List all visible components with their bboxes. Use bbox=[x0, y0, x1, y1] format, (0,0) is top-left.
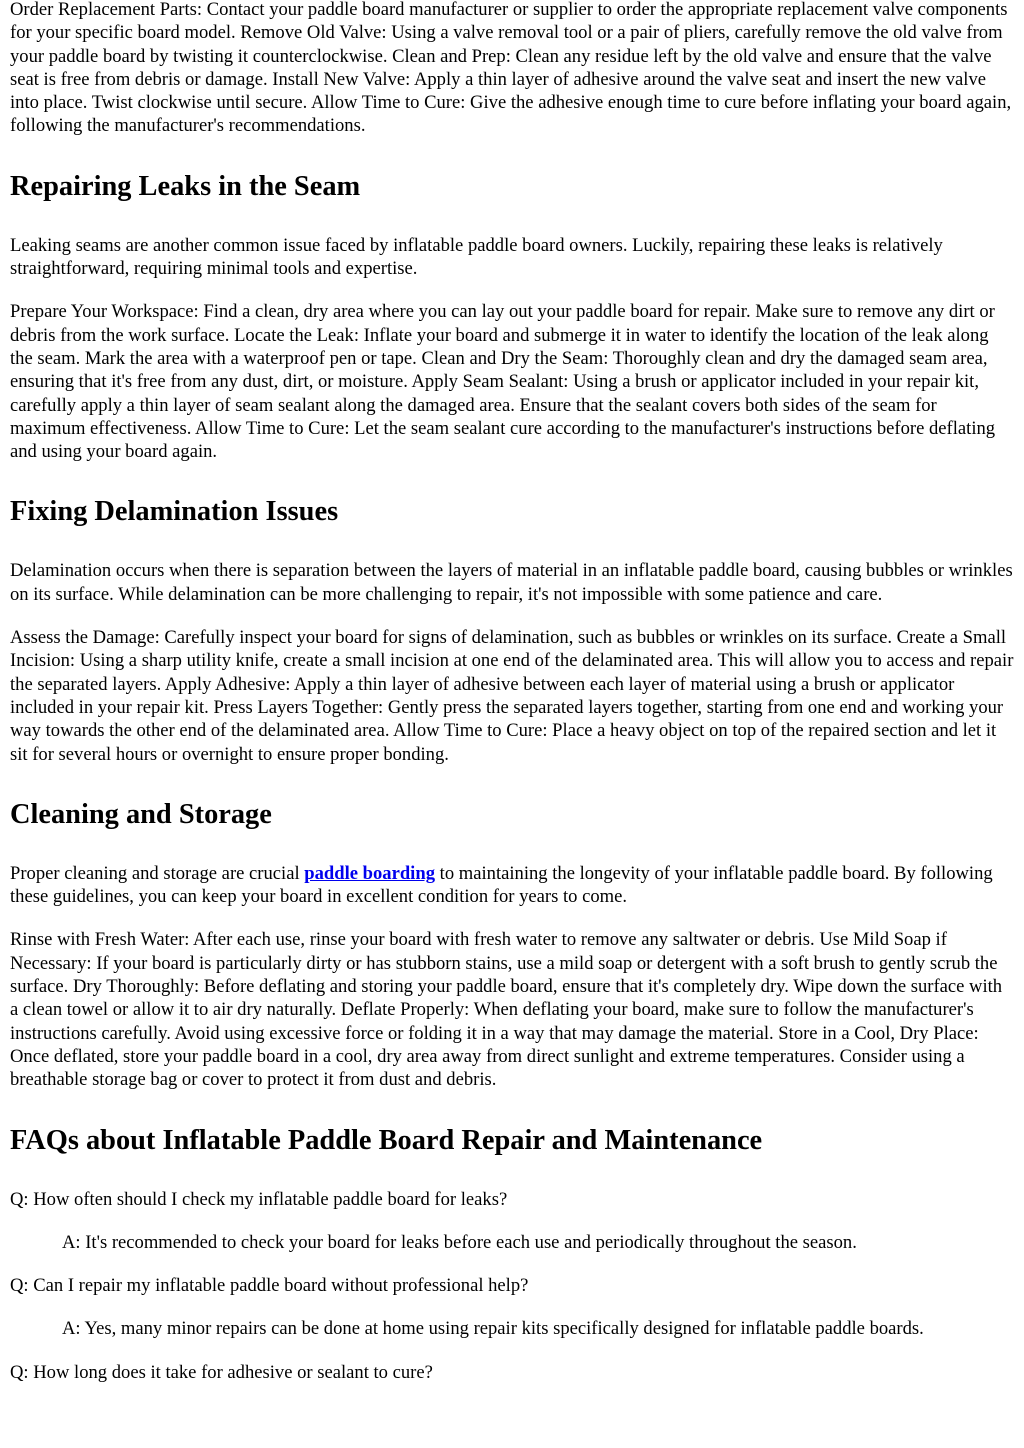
seam-section-heading: Repairing Leaks in the Seam bbox=[10, 170, 361, 202]
delamination-steps-paragraph: Assess the Damage: Carefully inspect your board for signs of delamination, such as bubbles or wrinkles on its surface. Create a Small Incision: Using a sharp utility knife, create a small incision at one end of the delaminated area. This will allow you to access and repair the separated layers. Apply Adhesive: Apply a thin layer of adhesive between each layer of material using a brush or applicator included in your repair kit. Press Layers Together: Gently press the separated layers together, starting from one end and working your way towards the other end of the delaminated area. Allow Time to Cure: Place a heavy object on top of the repaired section and let it sit for several hours or overnight to ensure proper bonding. bbox=[10, 627, 1014, 765]
paddle-boarding-link[interactable]: paddle boarding bbox=[304, 862, 435, 884]
seam-intro-paragraph: Leaking seams are another common issue faced by inflatable paddle board owners. Luckily, repairing these leaks is relatively straightforward, requiring minimal tools and expertise. bbox=[10, 234, 943, 280]
cleaning-section-heading: Cleaning and Storage bbox=[10, 798, 272, 830]
seam-steps-paragraph: Prepare Your Workspace: Find a clean, dry area where you can lay out your paddle board for repair. Make sure to remove any dirt or debris from the work surface. Locate the Leak: Inflate your board and submerge it in water to identify the location of the leak along the seam. Mark the area with a waterproof pen or tape. Clean and Dry the Seam: Thoroughly clean and dry the damaged seam area, ensuring that it's free from any dust, dirt, or moisture. Apply Seam Sealant: Using a brush or applicator included in your repair kit, carefully apply a thin layer of seam sealant along the damaged area. Ensure that the sealant covers both sides of the seam for maximum effectiveness. Allow Time to Cure: Let the seam sealant cure according to the manufacturer's instructions before deflating and using your board again. bbox=[10, 301, 996, 463]
faq-answer: A: Yes, many minor repairs can be done at home using repair kits specifically designed for inflatable paddle boards. bbox=[62, 1318, 924, 1340]
cleaning-intro-paragraph bbox=[10, 862, 1014, 909]
cleaning-intro-text-after: to maintaining the longevity of your inflatable paddle board. By following these guidelines, you can keep your board in excellent condition for years to come. bbox=[10, 862, 993, 908]
faq-question: Q: Can I repair my inflatable paddle board without professional help? bbox=[10, 1275, 529, 1297]
delamination-intro-paragraph: Delamination occurs when there is separation between the layers of material in an inflatable paddle board, causing bubbles or wrinkles on its surface. While delamination can be more challenging to repair, it's not impossible with some patience and care. bbox=[10, 560, 1013, 605]
cleaning-intro-text-before: Proper cleaning and storage are crucial bbox=[10, 862, 305, 884]
cleaning-steps-paragraph: Rinse with Fresh Water: After each use, rinse your board with fresh water to remove any saltwater or debris. Use Mild Soap if Necessary: If your board is particularly dirty or has stubborn stains, use a mild soap or detergent with a soft brush to gently scrub the surface. Dry Thoroughly: Before deflating and storing your paddle board, ensure that it's completely dry. Wipe down the surface with a clean towel or allow it to air dry naturally. Deflate Properly: When deflating your board, make sure to follow the manufacturer's instructions carefully. Avoid using excessive force or folding it in a way that may damage the material. Store in a Cool, Dry Place: Once deflated, store your paddle board in a cool, dry area away from direct sunlight and extreme temperatures. Consider using a breathable storage bag or cover to protect it from dust and debris. bbox=[10, 929, 1003, 1091]
faq-question: Q: How long does it take for adhesive or sealant to cure? bbox=[10, 1361, 433, 1383]
faq-question: Q: How often should I check my inflatable paddle board for leaks? bbox=[10, 1188, 508, 1210]
faq-answer: A: It's recommended to check your board for leaks before each use and periodically throughout the season. bbox=[62, 1231, 857, 1253]
valve-replacement-paragraph: Order Replacement Parts: Contact your paddle board manufacturer or supplier to order the appropriate replacement valve components for your specific board model. Remove Old Valve: Using a valve removal tool or a pair of pliers, carefully remove the old valve from your paddle board by twisting it counterclockwise. Clean and Prep: Clean any residue left by the old valve and ensure that the valve seat is free from debris or damage. Install New Valve: Apply a thin layer of adhesive around the valve seat and insert the new valve into place. Twist clockwise until secure. Allow Time to Cure: Give the adhesive enough time to cure before inflating your board again, following the manufacturer's recommendations. bbox=[10, 0, 1012, 137]
faq-section-heading: FAQs about Inflatable Paddle Board Repair and Maintenance bbox=[10, 1124, 763, 1156]
delamination-section-heading: Fixing Delamination Issues bbox=[10, 496, 339, 528]
